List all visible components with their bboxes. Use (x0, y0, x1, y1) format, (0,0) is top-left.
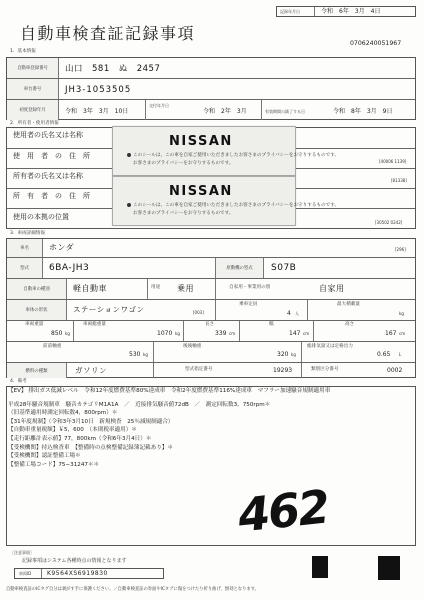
business-label: 自家用・事業用の別 (229, 285, 271, 290)
expiry-label: 有効期間の満了する日 (265, 109, 305, 114)
width-label: 幅 (269, 322, 274, 327)
base-location-label: 使用の本拠の位置 (13, 213, 69, 221)
first-reg-label: 初度登録年月 (19, 108, 46, 113)
handwritten-number: 462 (235, 479, 331, 543)
body-shape: ステーションワゴン (73, 305, 145, 314)
max-load-label: 最大積載量 (337, 302, 360, 307)
reg-number: 山口 581 ぬ 2457 (65, 64, 161, 74)
sticker-text: このシールは、この車を自家ご使用いただきましたお客さまのプライバシーをお守りするものです。 (133, 153, 340, 158)
chassis-label: 車台番号 (23, 87, 42, 92)
remark-line: 【受検機関】認証整備工場＊ (8, 453, 81, 460)
maker-code: [296] (395, 247, 406, 252)
capacity-unit: 人 (295, 311, 299, 316)
privacy-sticker-1 (112, 126, 340, 176)
code-1: [40006 1139] (379, 159, 407, 164)
weight-unit: kg (65, 331, 70, 336)
maker-label: 車名 (20, 246, 29, 251)
vin: K9564XS6919830 (47, 570, 108, 577)
first-reg-date: 令和 3年 3月 10日 (65, 108, 129, 115)
notes-line: 記録事項はシステム各種時点の情報となります (22, 558, 127, 564)
sticker-text-2: お客さまのプライバシーをお守りするものです。 (133, 211, 234, 216)
business: 自家用 (319, 284, 345, 293)
body-label: 車体の形状 (25, 308, 48, 313)
vin-box (14, 568, 164, 579)
bottom-note: 自動車検査証のICタグ自分は剥がす手に保護ください。／自動車検査証の券面やICタグに傷をつけたり折り曲げ、無効となります。 (6, 587, 259, 592)
height-label: 高さ (345, 322, 355, 327)
basic-info-table (6, 57, 416, 120)
doc-number: 0706240051967 (350, 40, 402, 47)
rear-axle-unit: kg (291, 352, 296, 357)
remark-line: 【整備工場コード】75−31247＊＊ (8, 461, 100, 468)
vehicle-detail-table (6, 238, 416, 378)
use-label: 用途 (151, 285, 161, 290)
capacity-label: 乗車定員 (239, 302, 258, 307)
weight: 850 (51, 330, 63, 337)
length-unit: cm (229, 331, 236, 336)
owner-address-label: 所 有 者 の 住 所 (13, 192, 90, 200)
ic-mark-right (378, 556, 400, 580)
user-name-label: 使用者の氏名又は名称 (13, 131, 83, 139)
reg-number-label: 自動車登録番号 (17, 66, 48, 71)
kind-label: 自動車の種別 (23, 287, 50, 292)
remark-line: （旧基準適用時測定回転数4，800rpm）＊ (8, 410, 118, 417)
engine: S07B (271, 263, 297, 273)
code-2: [81338] (391, 178, 407, 183)
width: 147 (289, 330, 301, 337)
class-no-label: 類別区分番号 (311, 367, 339, 372)
issue-date-label: 交付年月日 (149, 103, 169, 108)
user-address-label: 使 用 者 の 住 所 (13, 152, 90, 160)
remark-line: 【31年度規制】（令和3年3月10日 新規検査 25％減規制適合） (8, 418, 174, 425)
fuel-label: 燃料の種類 (25, 368, 48, 374)
remark-line: 【EV】 排出ガス低減レベル 令和12年度燃費基準80%達成車 令和2年度燃費基準116%達成車 マフラー加速騒音規制適用車 (8, 388, 331, 394)
width-unit: cm (303, 331, 310, 336)
maker: ホンダ (49, 243, 75, 252)
sticker-text-2: お客さまのプライバシーをお守りするものです。 (133, 161, 234, 166)
nissan-logo: NISSAN (169, 184, 233, 199)
model-label: 型式 (20, 266, 29, 271)
vin-label: 車両ID (19, 571, 32, 576)
nissan-logo: NISSAN (169, 134, 233, 149)
record-date-label: 記録年月日 (280, 9, 300, 14)
use: 乗用 (177, 284, 194, 293)
displacement-label: 総排気量又は定格出力 (307, 344, 353, 349)
engine-label: 原動機の型式 (226, 266, 253, 271)
front-axle: 530 (129, 351, 141, 358)
body-code: [003] (193, 310, 204, 315)
issue-date: 令和 2年 3月 (203, 108, 247, 115)
section3-heading: 3．車両詳細情報 (10, 231, 46, 236)
section4-heading: 4．備考 (10, 379, 27, 384)
privacy-sticker-2 (112, 176, 340, 226)
expiry-date: 令和 8年 3月 9日 (333, 108, 393, 115)
displacement-unit: L (399, 352, 402, 357)
model: 6BA-JH3 (49, 263, 90, 273)
height-unit: cm (399, 331, 406, 336)
front-axle-label: 前前軸重 (43, 344, 62, 349)
displacement: 0.65 (377, 351, 391, 358)
owner-name-label: 所有者の氏名又は名称 (13, 172, 83, 180)
max-load-unit: kg (399, 311, 404, 316)
length: 339 (215, 330, 227, 337)
type-no: 19293 (273, 367, 293, 374)
fuel: ガソリン (75, 366, 107, 375)
record-date-value: 令和 6年 3月 4日 (321, 8, 381, 15)
remark-line: 【自動車重量税額】￥5，600 （本則税率適用）＊ (8, 427, 137, 434)
weight-label: 車両重量 (25, 322, 44, 327)
remark-line: 【走行距離計表示値】77，800km（令和6年3月4日）＊ (8, 435, 152, 442)
notes-heading: ［注意事項］ (10, 550, 34, 555)
sticker-text: このシールは、この車を自家ご使用いただきましたお客さまのプライバシーをお守りするものです。 (133, 203, 340, 208)
rear-axle: 320 (277, 351, 289, 358)
section2-heading: 2．所有者・使用者情報 (10, 121, 59, 126)
remarks-text (8, 387, 413, 469)
height: 167 (385, 330, 397, 337)
kind: 軽自動車 (73, 284, 107, 293)
page-title: 自動車検査証記録事項 (20, 24, 196, 43)
type-no-label: 型式指定番号 (185, 367, 213, 372)
bullet-icon (127, 203, 131, 207)
remark-line: 平成28年騒音規制車 騒音カテゴリM1A1A ／ 近接排気騒音値72dB ／ 測定回転数3，750rpm＊ (8, 401, 271, 408)
remark-line: 【受検機関】持込検査車 【整備時の点検整備記録簿記載あり】＊ (8, 444, 174, 451)
total-weight-label: 車両総重量 (83, 322, 106, 327)
chassis-number: JH3-1053505 (65, 85, 132, 95)
length-label: 長さ (205, 322, 215, 327)
section1-heading: 1．基本情報 (10, 49, 36, 54)
code-3: [30502 0242] (375, 220, 403, 225)
class-no: 0002 (387, 367, 403, 374)
ic-mark-left (312, 556, 328, 578)
record-date-box (276, 6, 416, 17)
capacity: 4 (287, 310, 291, 317)
total-weight-unit: kg (175, 331, 180, 336)
bullet-icon (127, 153, 131, 157)
front-axle-unit: kg (143, 352, 148, 357)
rear-axle-label: 後後軸重 (183, 344, 202, 349)
total-weight: 1070 (157, 330, 173, 337)
